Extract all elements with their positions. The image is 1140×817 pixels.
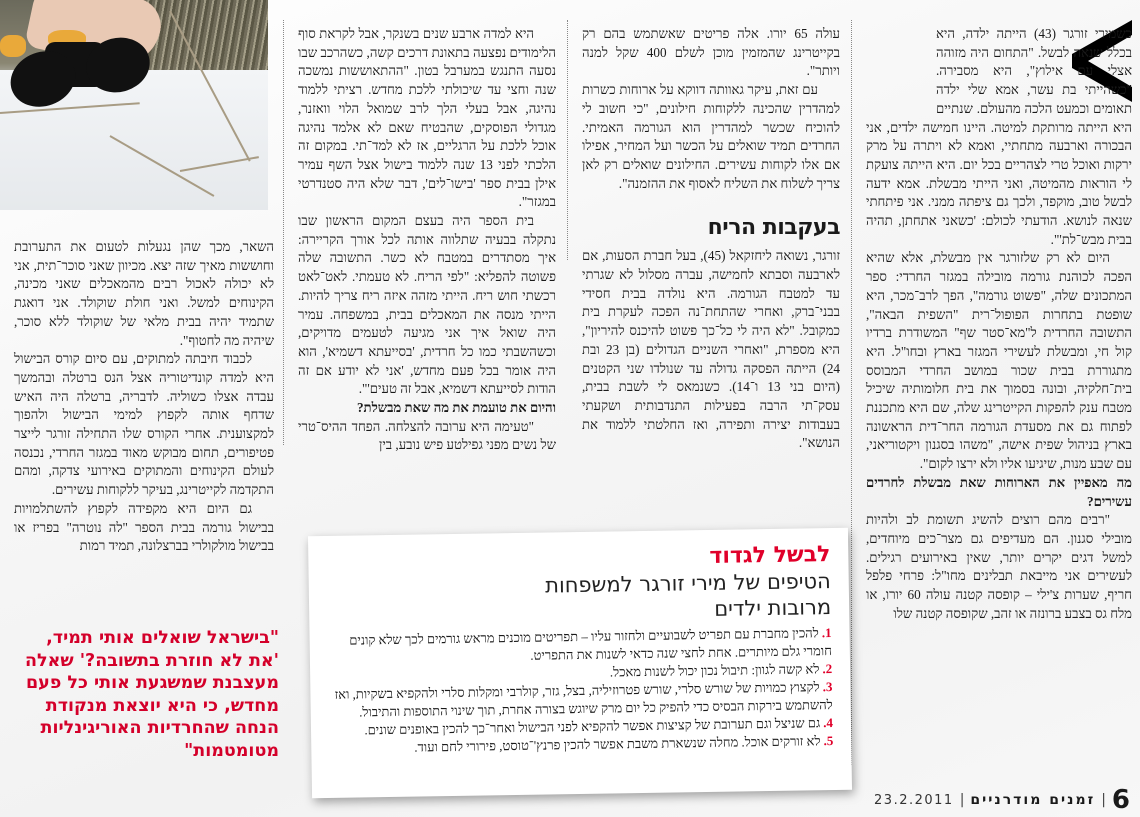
tip-text: להכין מחברת עם תפריט לשבועיים ולחזור עליו – תפריטים מוכנים מראש גורמים לכך שלא קונים חומרי גלם מיותרים. אחת לחצי שנה כדאי לשנות את התפריט. [349,625,832,663]
page-footer [874,787,1130,813]
article-photo [0,0,268,210]
tip-text: לא קשה לגוון: תיבול נכון יכול לשנות מאכל. [609,661,820,680]
publication-name: זמנים מודרניים [970,792,1096,808]
paragraph-text: זורגר, נשואה ליחזקאל (45), בעל חברת הסעות, אם לארבעה וסבתא לחמישה, עברה מסלול לא שגרתי עד למטבח הגורמה. היא נולדה בבית חסידי בבני־ברק, ואחרי שהתחת־נה הפכה לעקרת בית כמקובל. "לא היה לי כל־כך פשוט להיכנס להיריון", היא מספרת, "ואחרי השניים הגדולים (בן 23 ובת 24) הייתה הפסקה גדולה עד שנולדו שני הקטנים (היום בני 13 ו־14). כשנמאס לי לשבת בבית, עסק־תי הרבה בפעילות התנדבותית ושקעתי בעבודות יצירה ותפירה, ואז החלטתי ללמוד את הנושא". [582,248,841,451]
interview-question: והיום את טועמת את מה שאת מבשלת? [356,400,556,416]
paragraph-text: היא למדה ארבע שנים בשנקר, אבל לקראת סוף הלימודים נפצעה בתאונת דרכים קשה, כשהרכב שבו נסעה התנגש במערבל בטון. "ההתאוששות נמשכה שנה וחצי עד שיכולתי ללכת מחדש. רציתי ללמוד נהיגה, אבל בעלי הלך לרב שמואל הלוי וואזנר, מגדולי הפוסקים, שהבטיח שאם לא אלמד נהיגה אוכל ללכת על הרגליים, אז לא למד־תי. במקום זה הלכתי לפני 13 שנה ללמוד בישול אצל השף עמיר אילן בבית ספר 'בישו־לים', דבר שלא היה סטנדרטי במגזר". [298,26,556,210]
paragraph-text: גם היום היא מקפידה לקפוץ להשתלמויות בבישול גורמה בבית הספר "לה נוטרה" בפריז או בבישול מולקולרי בברצלונה, תמיד רמות [14,500,274,554]
paragraph-text: עולה 65 יורו. אלה פריטים שאשתמש בהם רק בקייטרינג שהמזמין מוכן לשלם 400 שקל למנה ויותר". [582,26,840,79]
tips-list [327,624,833,758]
paragraph-text: "רבים מהם רוצים להשיג תשומת לב ולהיות מובילי סגנון. הם מעדיפים גם מצר־כים מיוחדים, למשל דגים יקרים יותר, שאין באירועים רגילים. לעשירים אני מייבאת תבלינים מחו"ל: פרחי פלפל חריף, שערות צ'ילי – קופסה קטנה עולה 60 יורו, או מלח גס בצבע ברונזה או זהב, שקופסה קטנה שלו [866,512,1132,621]
food-portion [0,35,26,57]
tip-text: לא זורקים אוכל. מחלה שנשארת משבת אפשר להכין פרנץ'־טוסט, פירורי לחם ועוד. [414,733,821,755]
dropcap-space [866,25,936,103]
paragraph-text: השאר, מכך שהן נגעלות לטעום את התערובת וחוששות מאיך שזה יצא. מכיוון שאני סוכר־תית, אני לא יכולה לאכול רבים מהמאכלים שאני מכינה, הקינוחים למשל. ואני חולת שוקולד. אני דואגת שתמיד יהיה בבית מלאי של שוקולד ללא סוכר, שיהיה מה לחטוף". [14,239,274,348]
article-column-3 [298,25,556,455]
tips-kicker-title: לבשל לגדוד [709,542,831,569]
tips-subtitle: הטיפים של מירי זורגר למשפחות מרובות ילדים [544,569,832,621]
article-column-4 [14,238,274,556]
tip-number: 2. [822,661,833,677]
opening-paragraph [866,25,1132,249]
column-divider [567,20,568,260]
pull-quote: "בישראל שואלים אותי תמיד, 'את לא חוזרת בתשובה?' שאלה מעצבנת שמשגעת אותי כל פעם מחדש, כי היא יוצאת מנקודת הנחה שהחרדיות האוריגינליות מטומטמות" [24,628,279,761]
paragraph-text: "טעימה היא ערובה להצלחה. הפחד ההיס־טרי של נשים מפני גפילטע פיש נובע, בין [298,418,556,453]
footer-separator: | [959,792,965,808]
column-divider [283,20,284,445]
issue-date: 23.2.2011 [874,792,954,808]
paragraph-text: עם זאת, עיקר גאוותה דווקא על ארוחות כשרות למהדרין שהכינה ללקוחות חילונים, "כי חשוב לי להוכיח שכשר למהדרין הוא הגורמה האמיתי. החרדים תמיד שואלים על הכשר ועל המחיר, אפילו אם אלו לקוחות עשירים. החילונים שואלים רק לאן צריך לשלוח את השליח לאסוף את ההזמנה". [582,82,840,191]
section-heading: בעקבות הריח [707,215,840,241]
tip-number: 4. [823,715,834,731]
page-number: 6 [1111,785,1130,815]
tip-number: 5. [823,733,834,749]
tip-text: גם שניצל וגם תערובת של קציצות אפשר להקפיא לפני הבישול ואחר־כך להכין באופנים שונים. [364,715,821,738]
paragraph-text: כשמירי זורגר (43) הייתה ילדה, היא בכלל שנאה לבשל. "התחום היה מזוהה אצלי עם אילוץ", היא מסבירה. "כשהייתי בת עשר, אמא שלי ילדה תאומים וכמעט הלכה מהעולם. שנתיים היא הייתה מרותקת למיטה. היינו חמישה ילדים, אני הבכורה וארבעה מתחתיי, ואמא לא ויתרה על מרק ירקות ואוכל טרי לצהריים בכל יום. היא הייתה צועקת לי הוראות מהמיטה, ואני הייתי מבשלת. אמא ידעה לבשל טוב, מוקפד, ולכך גם ציפתה ממני. אני פיתחתי שנאה לנושא. הודעתי לכולם: 'כשאני אתחתן, תהיה בבית מבש־לת'". [866,26,1132,247]
paragraph-text: בית הספר היה בעצם המקום הראשון שבו נתקלה בבעיה שתלווה אותה לכל אורך הקריירה: איך מסתדרים במטבח לא כשר. התשובה שלה פשוטה להפליא: "לפי הריח. לא טעמתי. לאט־לאט רכשתי חוש ריח. הייתי מזהה איזה ריח צריך להיות. הייתי מנסה את המאכלים בבית, במשפחה. עמיר היה שואל איך אני מגיעה לטעמים מדויקים, וכשהשבתי כמו כל חרדית, 'בסייעתא דשמיא', הוא היה אומר בכל פעם מחדש, 'אני לא יודע אם זה הודות לסייעתא דשמיא, אבל זה טעים'". [298,213,556,397]
tip-text: לקצוץ כמויות של שורש סלרי, שורש פטרוזיליה, בצל, גזר, קולרבי ומקלות סלרי ולהקפיא בשקיות, ואז להשתמש בירקות הבסיס כדי להפיק כל יום מרק שיוגש בצורה אחרת, תוך שינוי התוספות והתיבול. [334,679,833,720]
tips-sidebar-box [308,528,852,798]
paragraph-text: לכבוד חיבתה למתוקים, עם סיום קורס הבישול היא למדה קונדיטוריה אצל הנס ברטלה ובהמשך עבדה אצלו כשוליה. לדבריה, ברטלה היה האיש שדחף אותה לקפוץ למימי הבישול ולהפוך למקצוענית. אחרי הקורס שלו התחילה זורגר לייצר פטיפורים, תחום מבוקש מאוד במגזר החרדי, נכנסה לעולם הקינוחים והמתוקים באירועי צדקה, ומהם התקדמה לקייטרינג, בעיקר ללקוחות עשירים. [14,351,274,498]
paragraph-text: היום לא רק שלזורגר אין מבשלת, אלא שהיא הפכה לכוהנת גורמה מובילה במגזר החרדי: ספר המתכונים שלה, "פשוט גורמה", הפך לרב־מכר, היא שופטת בתחרות הפופול־רית "השפית הבאה", התשובה החרדית ל"מא־סטר שף" המשודרת ברדיו קול חי, ומבשלת לעשירי המגזר בארץ ובחו"ל. היא מתגוררת בבית שכור במושב החרדי המבוסס בית־חלקיה, ובונה בסמוך את בית חלומותיה שיכיל מטבח ענק להפקות הקייטרינג שלה, שם היא מתכננת לפתוח גם את מסעדת הגורמה החר־דית הראשונה בארץ בניהול שפית אישה, "משהו בסגנון ויקטוריאני, עם שבע מנות, שיגיעו אליו ולא ירצו לקום". [866,250,1132,472]
tip-number: 1. [821,625,832,641]
article-column-1 [866,25,1132,624]
column-divider [851,20,852,765]
footer-separator: | [1101,792,1106,808]
article-column-2 [582,25,840,453]
tip-number: 3. [822,679,833,695]
interview-question: מה מאפיין את הארוחות שאת מבשלת לחרדים עשירים? [866,474,1132,509]
